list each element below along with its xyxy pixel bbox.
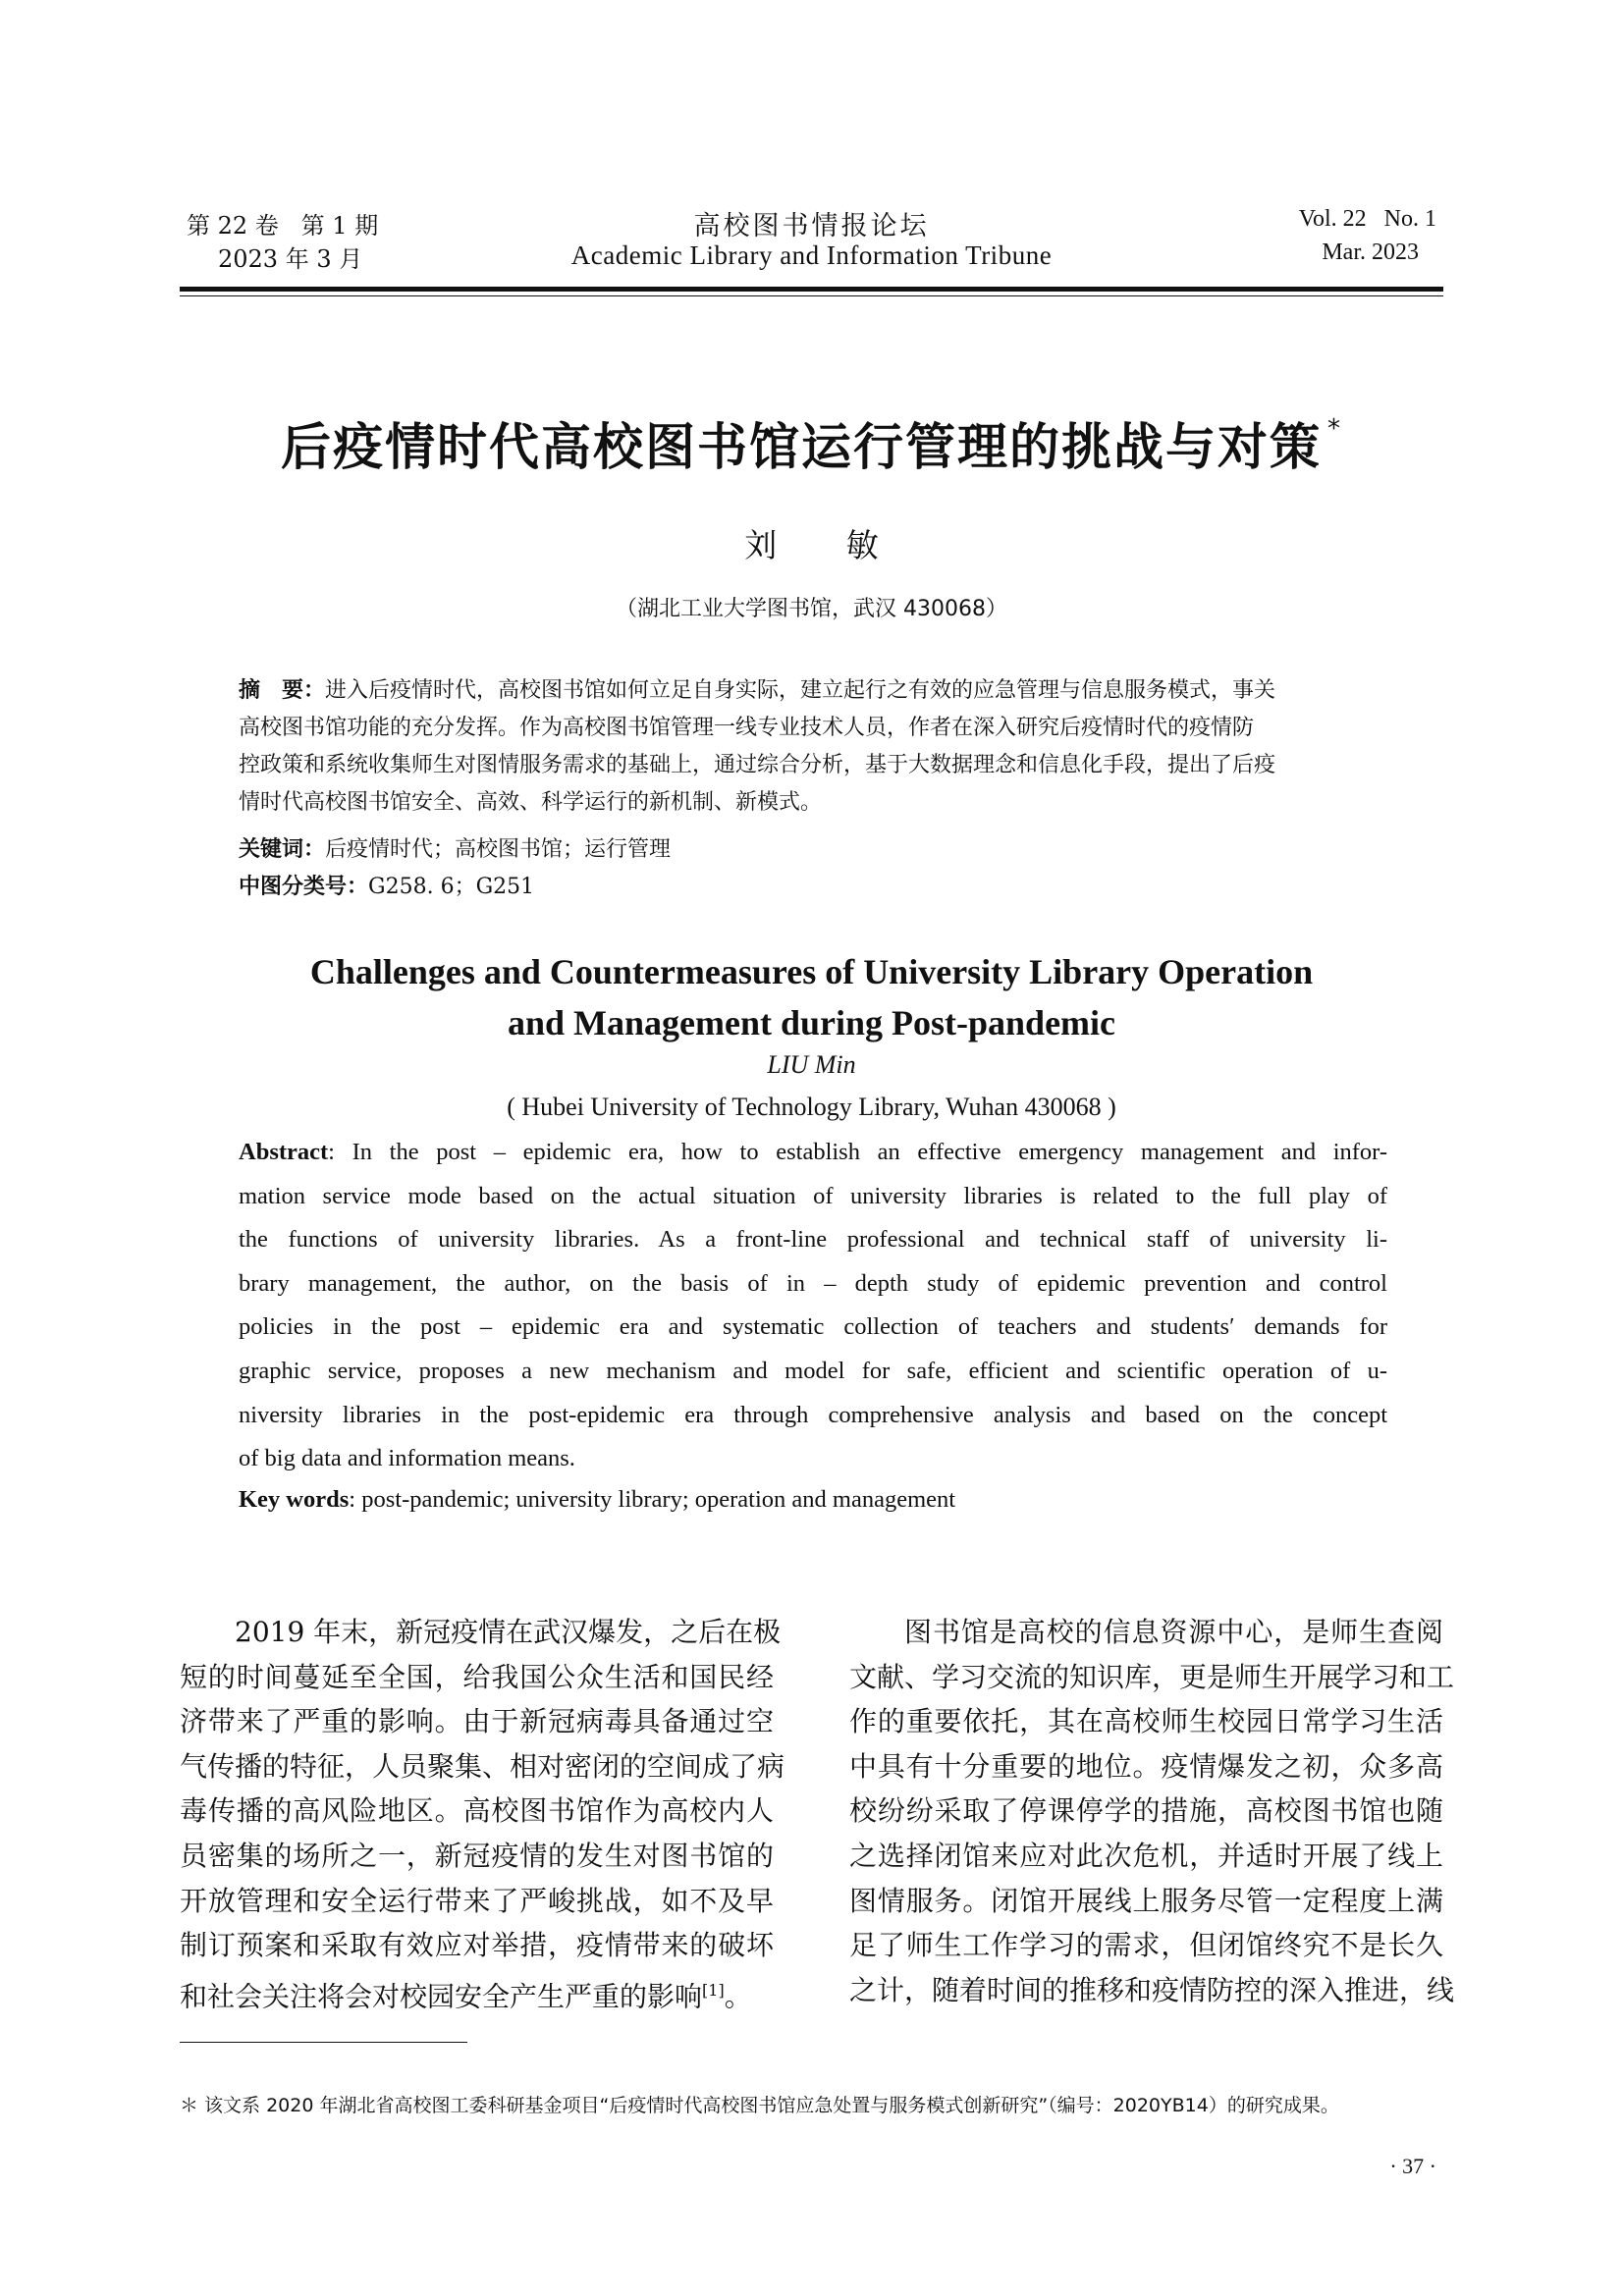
title-footnote-mark: * bbox=[1327, 414, 1342, 444]
footnote: ＊ 该文系 2020 年湖北省高校图工委科研基金项目“后疫情时代高校图书馆应急处置与服务模式创新研究”（编号：2020YB14）的研究成果。 bbox=[180, 2095, 1339, 2116]
abstract-en-line: policies in the post – epidemic era and systematic collection of teachers and students′ demands for bbox=[239, 1313, 1387, 1341]
body-line: 员密集的场所之一，新冠疫情的发生对图书馆的 bbox=[180, 1839, 774, 1872]
keywords-en-label: Key words bbox=[239, 1486, 350, 1513]
author-name-cn: 刘 敏 bbox=[744, 526, 908, 564]
journal-date-en: Mar. 2023 bbox=[1322, 240, 1419, 265]
body-line: 2019 年末，新冠疫情在武汉爆发，之后在极 bbox=[235, 1616, 782, 1648]
abstract-en-line: mation service mode based on the actual situation of university libraries is related to the full play of bbox=[239, 1182, 1387, 1209]
affiliation-en: ( Hubei University of Technology Library, Wuhan 430068 ) bbox=[507, 1093, 1116, 1121]
body-line: 济带来了严重的影响。由于新冠病毒具备通过空 bbox=[180, 1705, 774, 1738]
keywords-cn-text: 后疫情时代；高校图书馆；运行管理 bbox=[325, 837, 672, 862]
body-line bbox=[180, 1968, 774, 2019]
abstract-en-text: In the post – epidemic era, how to establish an effective emergency management and infor- bbox=[352, 1139, 1387, 1165]
paper-title-en bbox=[0, 946, 1623, 1048]
body-line-end: 。 bbox=[724, 1980, 752, 2013]
body-line-text: 和社会关注将会对校园安全产生严重的影响 bbox=[180, 1980, 703, 2013]
abstract-en-label: Abstract bbox=[239, 1139, 329, 1165]
abstract-cn-line: 情时代高校图书馆安全、高效、科学运行的新机制、新模式。 bbox=[239, 790, 823, 815]
body-column-left bbox=[180, 1610, 785, 2019]
abstract-en-sep: : bbox=[328, 1139, 352, 1165]
body-line: 中具有十分重要的地位。疫情爆发之初，众多高 bbox=[849, 1749, 1443, 1783]
keywords-en bbox=[239, 1486, 955, 1514]
abstract-cn-line bbox=[239, 672, 1387, 710]
abstract-en-line: brary management, the author, on the basis of in – depth study of epidemic prevention and control bbox=[239, 1269, 1387, 1297]
abstract-cn-text: 进入后疫情时代，高校图书馆如何立足自身实际，建立起行之有效的应急管理与信息服务模式，事关 bbox=[325, 678, 1276, 703]
paper-title-en-line: Challenges and Countermeasures of University Library Operation bbox=[309, 952, 1314, 991]
keywords-cn-label: 关键词： bbox=[239, 837, 326, 862]
paper-title-en-line: and Management during Post-pandemic bbox=[507, 1003, 1116, 1042]
journal-name-cn: 高校图书情报论坛 bbox=[693, 211, 930, 241]
author-name-en: LIU Min bbox=[767, 1050, 856, 1079]
journal-volume-issue: 第 22 卷 第 1 期 bbox=[187, 212, 379, 240]
body-line: 毒传播的高风险地区。高校图书馆作为高校内人 bbox=[180, 1794, 774, 1828]
citation-ref[interactable]: [1] bbox=[702, 1980, 725, 2000]
abstract-en-line bbox=[239, 1131, 1387, 1175]
body-line: 短的时间蔓延至全国，给我国公众生活和国民经 bbox=[180, 1660, 774, 1693]
abstract-cn-line: 控政策和系统收集师生对图情服务需求的基础上，通过综合分析，基于大数据理念和信息化手段，提出了后疫 bbox=[239, 753, 1276, 777]
body-line: 校纷纷采取了停课停学的措施，高校图书馆也随 bbox=[849, 1794, 1443, 1828]
header-rule-thick bbox=[180, 287, 1443, 292]
affiliation-cn: （湖北工业大学图书馆，武汉 430068） bbox=[616, 597, 1007, 621]
body-line: 制订预案和采取有效应对举措，疫情带来的破坏 bbox=[180, 1929, 774, 1962]
body-line: 之选择闭馆来应对此次危机，并适时开展了线上 bbox=[849, 1839, 1443, 1872]
body-line: 文献、学习交流的知识库，更是师生开展学习和工 bbox=[849, 1660, 1455, 1693]
footnote-rule bbox=[180, 2042, 467, 2043]
body-line: 作的重要依托，其在高校师生校园日常学习生活 bbox=[849, 1705, 1443, 1738]
body-line: 气传播的特征，人员聚集、相对密闭的空间成了病 bbox=[180, 1749, 785, 1783]
abstract-en-line: niversity libraries in the post-epidemic era through comprehensive analysis and based on the concept bbox=[239, 1401, 1387, 1428]
journal-date-cn: 2023 年 3 月 bbox=[218, 245, 363, 273]
classification-cn-text: G258. 6；G251 bbox=[368, 875, 535, 899]
header-rule-thin bbox=[180, 295, 1443, 296]
journal-name-en: Academic Library and Information Tribune bbox=[570, 240, 1053, 270]
abstract-cn bbox=[239, 672, 1387, 822]
classification-cn-label: 中图分类号： bbox=[239, 875, 369, 899]
paper-title-cn bbox=[0, 406, 1623, 479]
body-line: 开放管理和安全运行带来了严峻挑战，如不及早 bbox=[180, 1884, 774, 1917]
abstract-cn-label: 摘 要： bbox=[239, 678, 326, 703]
body-column-right bbox=[849, 1610, 1455, 2012]
paper-title-text: 后疫情时代高校图书馆运行管理的挑战与对策 bbox=[280, 419, 1322, 477]
body-line: 之计，随着时间的推移和疫情防控的深入推进，线 bbox=[849, 1973, 1455, 2006]
classification-cn bbox=[239, 870, 534, 900]
abstract-en-line: graphic service, proposes a new mechanism and model for safe, efficient and scientific operation of u- bbox=[239, 1357, 1387, 1384]
body-line: 图书馆是高校的信息资源中心，是师生查阅 bbox=[904, 1616, 1443, 1648]
abstract-cn-line: 高校图书馆功能的充分发挥。作为高校图书馆管理一线专业技术人员，作者在深入研究后疫情时代的疫情防 bbox=[239, 716, 1255, 740]
keywords-en-sep: : bbox=[349, 1486, 362, 1513]
abstract-en bbox=[239, 1131, 1387, 1481]
keywords-en-text: post-pandemic; university library; operation and management bbox=[361, 1486, 956, 1513]
journal-vol-no-en: Vol. 22 No. 1 bbox=[1298, 206, 1436, 232]
abstract-en-line: of big data and information means. bbox=[239, 1445, 575, 1472]
page-number: · 37 · bbox=[1389, 2154, 1436, 2178]
body-line: 图情服务。闭馆开展线上服务尽管一定程度上满 bbox=[849, 1884, 1443, 1917]
abstract-en-line: the functions of university libraries. As a front-line professional and technical staff of university li- bbox=[239, 1226, 1387, 1254]
body-line: 足了师生工作学习的需求，但闭馆终究不是长久 bbox=[849, 1929, 1443, 1962]
keywords-cn bbox=[239, 832, 671, 863]
